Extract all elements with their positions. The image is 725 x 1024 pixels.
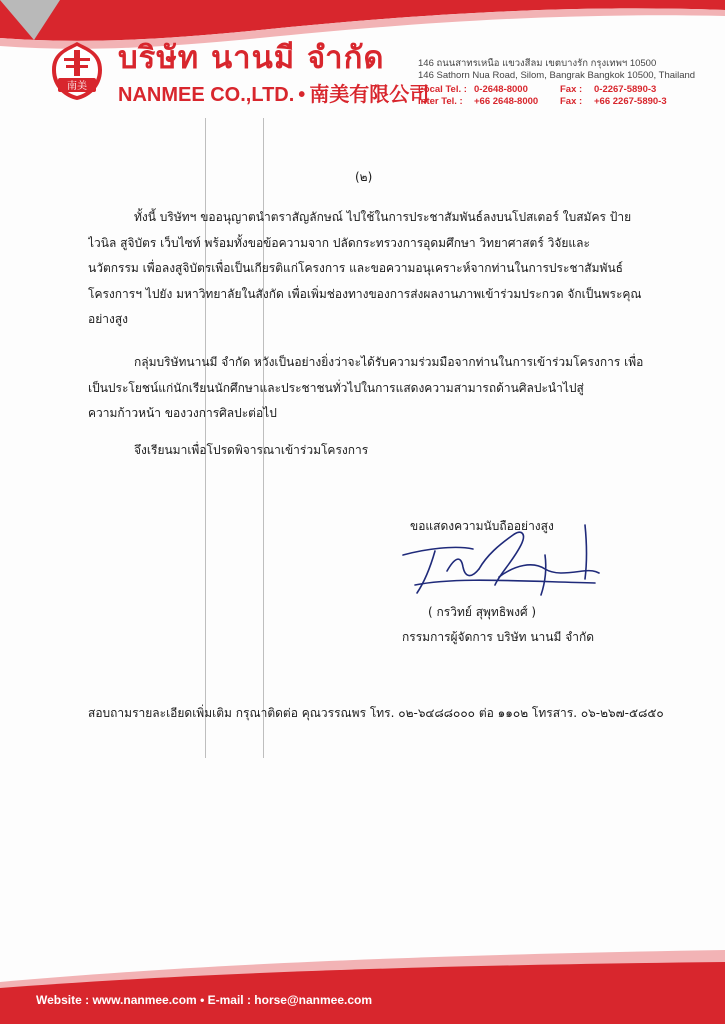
text-line: ไวนิล สูจิบัตร เว็บไซท์ พร้อมทั้งขอข้อความจาก ปลัดกระทรวงการอุดมศึกษา วิทยาศาสตร์ วิจัยและ: [88, 235, 590, 250]
signer-title: กรรมการผู้จัดการ บริษัท นานมี จำกัด: [402, 630, 595, 644]
local-fax: 0-2267-5890-3: [594, 84, 657, 95]
contact-info: สอบถามรายละเอียดเพิ่มเติม กรุณาติดต่อ คุณวรรณพร โทร. ๐๒-๖๔๘๘๐๐๐ ต่อ ๑๑๐๒ โทรสาร. ๐๖-๒๖๗-๕๘๕๐: [88, 706, 664, 720]
company-name-thai: บริษัท นานมี จำกัด: [118, 40, 385, 76]
email-label: E-mail :: [207, 993, 251, 1007]
text-line: ทั้งนี้ บริษัทฯ ขออนุญาตนำตราสัญลักษณ์ ไปใช้ในการประชาสัมพันธ์ลงบนโปสเตอร์ ใบสมัคร ป้าย: [134, 210, 632, 224]
website-label: Website :: [36, 993, 90, 1007]
inter-tel: +66 2648-8000: [474, 96, 539, 107]
address-english: 146 Sathorn Nua Road, Silom, Bangrak Bangkok 10500, Thailand: [418, 70, 696, 81]
inter-tel-label: Inter Tel. :: [418, 96, 463, 107]
company-logo: [48, 40, 106, 102]
page-number: (๒): [355, 170, 373, 184]
signature-image: [395, 515, 605, 605]
text-line: ความก้าวหน้า ของวงการศิลปะต่อไป: [88, 406, 277, 420]
local-phone-line: [418, 84, 656, 95]
footer-band: [0, 948, 725, 1024]
local-tel-label: Local Tel. :: [418, 84, 467, 95]
address-thai: 146 ถนนสาทรเหนือ แขวงสีลม เขตบางรัก กรุงเทพฯ 10500: [418, 58, 657, 69]
paragraph-1: [88, 205, 664, 333]
logo-text: 南美: [67, 81, 87, 92]
text-line: โครงการฯ ไปยัง มหาวิทยาลัยในสังกัด เพื่อเพิ่มช่องทางของการส่งผลงานภาพเข้าร่วมประกวด จักเป็นพระคุณ: [88, 286, 642, 301]
text-line: นวัตกรรม เพื่อลงสูจิบัตรเพื่อเป็นเกียรติแก่โครงการ และขอความอนุเคราะห์จากท่านในการประชาสัมพันธ์: [88, 261, 623, 275]
bullet-separator: •: [298, 84, 306, 106]
website-link[interactable]: www.nanmee.com: [92, 993, 197, 1007]
text-line: เป็นประโยชน์แก่นักเรียนนักศึกษาและประชาชนทั่วไปในการแสดงความสามารถด้านศิลปะนำไปสู่: [88, 380, 584, 395]
local-fax-label: Fax :: [560, 84, 583, 95]
text-line: อย่างสูง: [88, 312, 129, 326]
paragraph-3: [134, 438, 710, 464]
text-line: กลุ่มบริษัทนานมี จำกัด หวังเป็นอย่างยิ่งว่าจะได้รับความร่วมมือจากท่านในการเข้าร่วมโครงการ เพื่อ: [134, 355, 644, 369]
company-name-chinese: 南美有限公司: [309, 82, 430, 106]
company-name-english: [118, 78, 429, 107]
text-line: จึงเรียนมาเพื่อโปรดพิจารณาเข้าร่วมโครงการ: [134, 443, 369, 457]
local-tel: 0-2648-8000: [474, 84, 528, 95]
bullet-separator: •: [200, 993, 205, 1007]
inter-phone-line: [418, 96, 667, 107]
signer-name: ( กรวิทย์ สุพุทธิพงศ์ ): [428, 605, 537, 619]
closing-salutation: ขอแสดงความนับถืออย่างสูง: [410, 519, 554, 533]
inter-fax-label: Fax :: [560, 96, 583, 107]
inter-fax: +66 2267-5890-3: [594, 96, 667, 107]
company-name-en: NANMEE CO.,LTD.: [118, 84, 295, 106]
paragraph-2: [88, 350, 664, 427]
email-link[interactable]: horse@nanmee.com: [254, 993, 373, 1007]
footer-contact: [36, 993, 372, 1007]
